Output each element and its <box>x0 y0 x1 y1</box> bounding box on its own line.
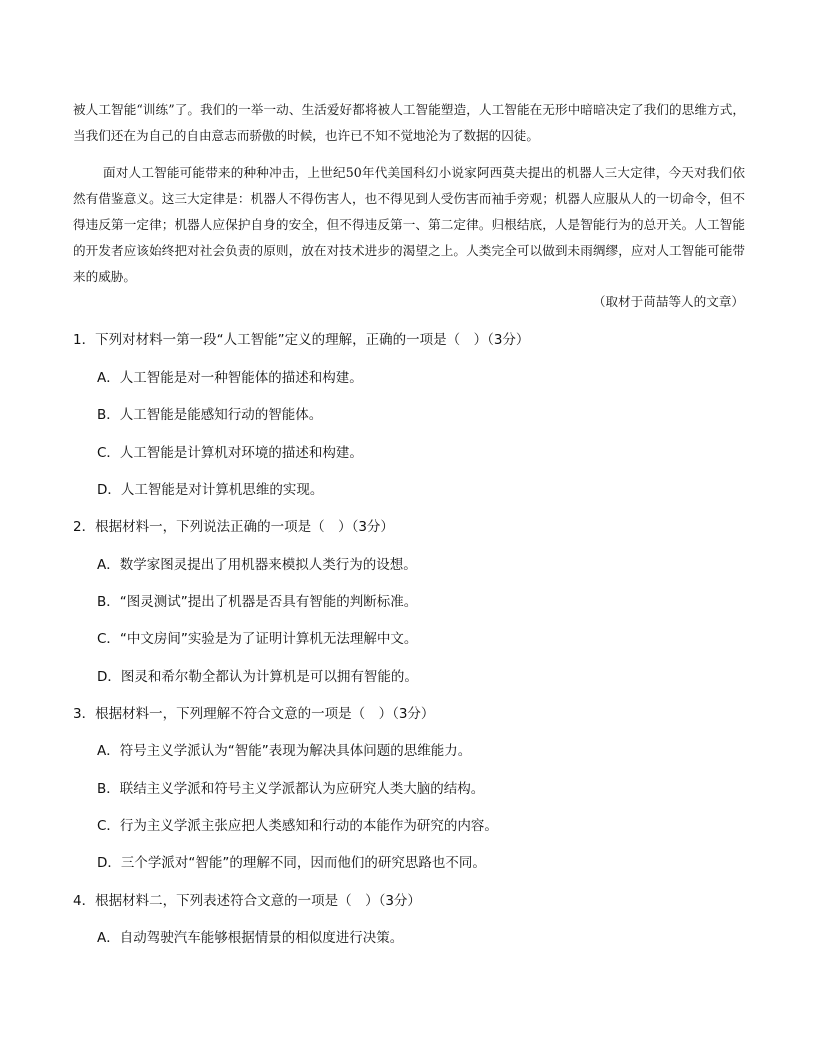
question-1-option-b: B．人工智能是能感知行动的智能体。 <box>97 407 323 423</box>
question-1-option-d: D．人工智能是对计算机思维的实现。 <box>97 482 324 498</box>
question-2-option-c: C．“中文房间”实验是为了证明计算机无法理解中文。 <box>97 631 418 647</box>
passage-paragraph-1: 被人工智能“训练”了。我们的一举一动、生活爱好都将被人工智能塑造，人工智能在无形中暗暗决定了我们的思维方式，当我们还在为自己的自由意志而骄傲的时候，也许已不知不觉地沦为了数据的囚徒。 <box>73 102 745 143</box>
question-1-option-c: C．人工智能是计算机对环境的描述和构建。 <box>97 445 363 461</box>
passage-paragraph-2: 面对人工智能可能带来的种种冲击，上世纪50年代美国科幻小说家阿西莫夫提出的机器人三大定律，今天对我们依然有借鉴意义。这三大定律是：机器人不得伤害人，也不得见到人受伤害而袖手旁观；机器人应服从人的一切命令，但不得违反第一定律；机器人应保护自身的安全，但不得违反第一、第二定律。归根结底，人是智能行为的总开关。人工智能的开发者应该始终把对社会负责的原则，放在对技术进步的渴望之上。人类完全可以做到未雨绸缪，应对人工智能可能带来的威胁。 <box>73 165 745 284</box>
question-3-option-c: C．行为主义学派主张应把人类感知和行动的本能作为研究的内容。 <box>97 818 498 834</box>
question-4-stem: 4．根据材料二，下列表述符合文意的一项是（ ）（3分） <box>73 893 421 909</box>
question-1-option-a: A．人工智能是对一种智能体的描述和构建。 <box>97 370 363 386</box>
question-4-option-a: A．自动驾驶汽车能够根据情景的相似度进行决策。 <box>97 930 404 946</box>
question-2-stem: 2．根据材料一，下列说法正确的一项是（ ）（3分） <box>73 519 394 535</box>
question-3-stem: 3．根据材料一，下列理解不符合文意的一项是（ ）（3分） <box>73 706 435 722</box>
passage-source: （取材于苘喆等人的文章） <box>592 294 744 309</box>
question-3-option-d: D．三个学派对“智能”的理解不同，因而他们的研究思路也不同。 <box>97 855 486 871</box>
question-3-option-a: A．符号主义学派认为“智能”表现为解决具体问题的思维能力。 <box>97 743 472 759</box>
question-2-option-b: B．“图灵测试”提出了机器是否具有智能的判断标准。 <box>97 594 418 610</box>
question-1-stem: 1．下列对材料一第一段“人工智能”定义的理解，正确的一项是（ ）（3分） <box>73 332 530 348</box>
question-3-option-b: B．联结主义学派和符号主义学派都认为应研究人类大脑的结构。 <box>97 781 485 797</box>
question-2-option-a: A．数学家图灵提出了用机器来模拟人类行为的设想。 <box>97 557 417 573</box>
question-2-option-d: D．图灵和希尔勒全都认为计算机是可以拥有智能的。 <box>97 669 418 685</box>
